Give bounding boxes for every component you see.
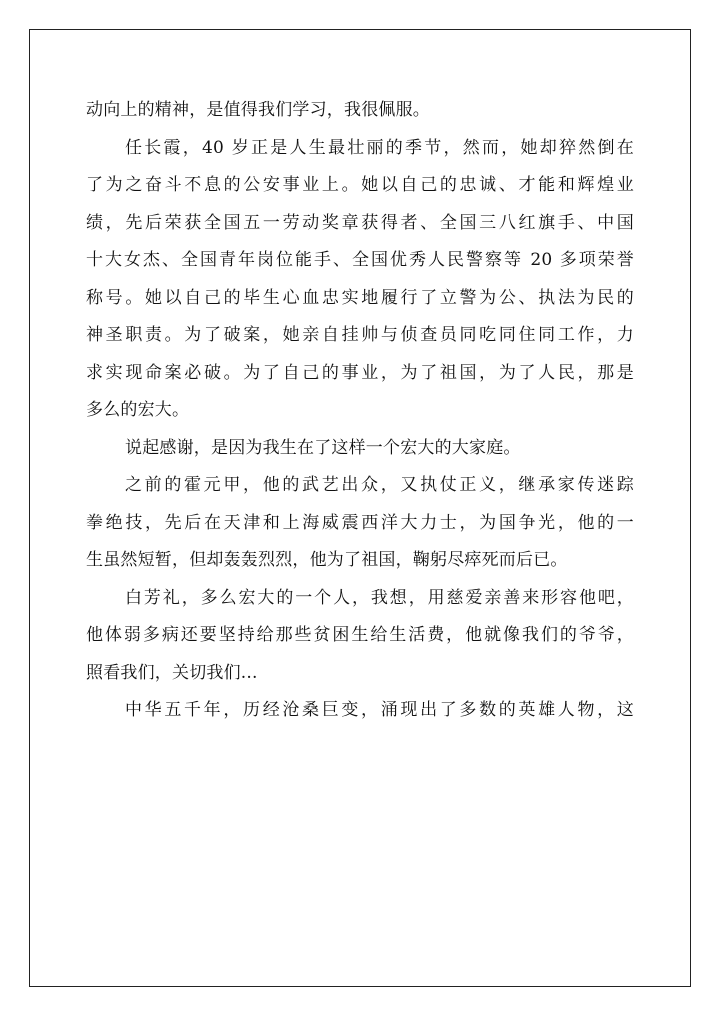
paragraph-first-line: 之前的霍元甲，他的武艺出众，又执仗正义，继承家传迷踪 — [125, 475, 634, 495]
text-line: 多么的宏大。 — [86, 400, 190, 420]
text-line: 了为之奋斗不息的公安事业上。她以自己的忠诚、才能和辉煌业 — [86, 175, 634, 195]
text-line: 十大女杰、全国青年岗位能手、全国优秀人民警察等 20 多项荣誉 — [86, 250, 634, 270]
document-body — [86, 92, 634, 730]
text-line: 生虽然短暂，但却轰轰烈烈，他为了祖国，鞠躬尽瘁死而后已。 — [86, 550, 568, 570]
text-line: 神圣职责。为了破案，她亲自挂帅与侦查员同吃同住同工作，力 — [86, 325, 634, 345]
text-line: 他体弱多病还要坚持给那些贫困生给生活费，他就像我们的爷爷， — [86, 625, 634, 645]
text-line: 拳绝技，先后在天津和上海威震西洋大力士，为国争光，他的一 — [86, 512, 634, 533]
paragraph-first-line: 中华五千年，历经沧桑巨变，涌现出了多数的英雄人物，这 — [125, 700, 634, 720]
paragraph-first-line: 任长霞，40 岁正是人生最壮丽的季节，然而，她却猝然倒在 — [125, 137, 634, 158]
text-line: 动向上的精神，是值得我们学习，我很佩服。 — [86, 100, 430, 120]
paragraph-first-line: 说起感谢，是因为我生在了这样一个宏大的大家庭。 — [125, 437, 521, 458]
text-line: 求实现命案必破。为了自己的事业，为了祖国，为了人民，那是 — [86, 362, 634, 383]
text-line: 照看我们，关切我们... — [86, 662, 258, 683]
text-line: 称号。她以自己的毕生心血忠实地履行了立警为公、执法为民的 — [86, 287, 634, 308]
paragraph-first-line: 白芳礼，多么宏大的一个人，我想，用慈爱亲善来形容他吧， — [125, 587, 634, 608]
text-line: 绩，先后荣获全国五一劳动奖章获得者、全国三八红旗手、中国 — [86, 212, 634, 233]
